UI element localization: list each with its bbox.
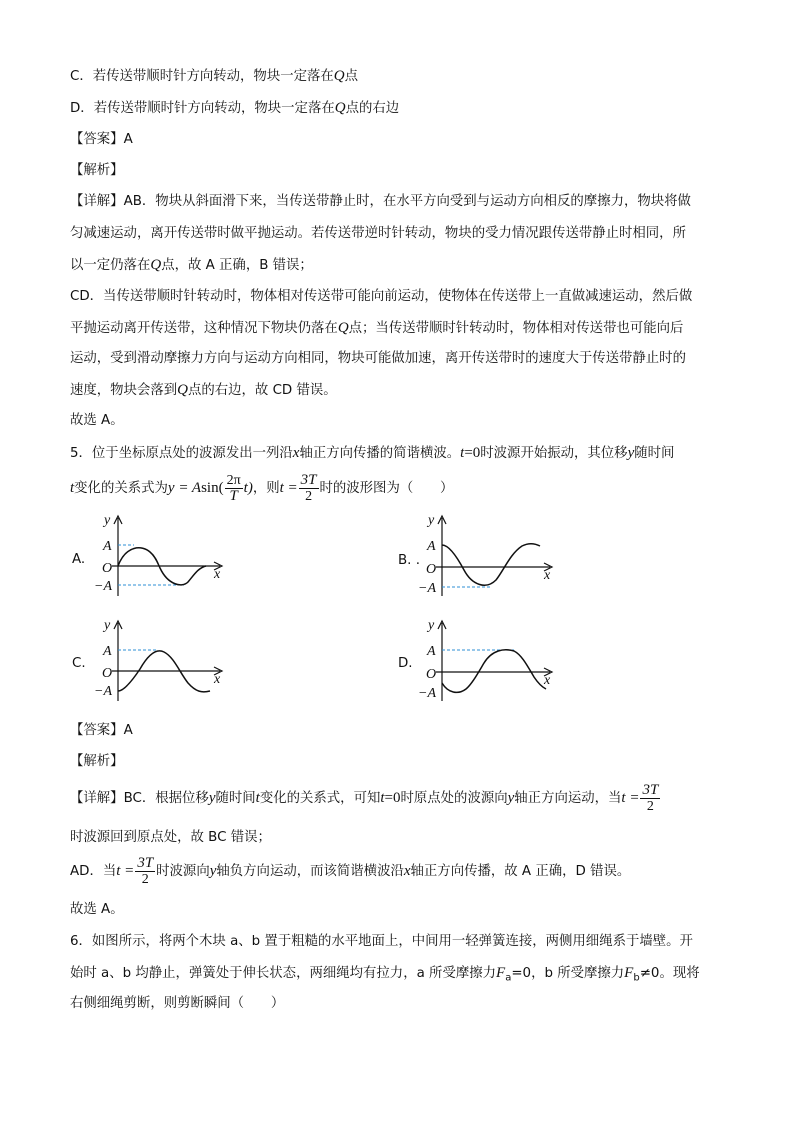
label-x: x [544,673,551,688]
label-A: A [427,644,436,659]
graph-b [414,512,564,600]
q6-line-1: 6．如图所示，将两个木块 a、b 置于粗糙的水平地面上，中间用一轻弹簧连接，两侧用细绳系于墙壁。开 [70,934,693,949]
q5-answer-line: 【答案】A [70,723,133,738]
label-A: A [103,644,112,659]
label-neg-A: −A [418,581,436,596]
label-A: A [103,539,112,554]
option-d-label: D. [398,656,413,671]
q5-detail-bc-1: 【详解】BC．根据位移y随时间t变化的关系式，可知t=0时原点处的波源向y轴正方向运动，当t = $\frac{3T}{2}$ [70,781,659,814]
label-x: x [214,672,221,687]
q5-detail-bc-2: 时波源回到原点处，故 BC 错误； [70,830,271,845]
label-y: y [104,618,111,633]
option-c: C．若传送带顺时针方向转动，物块一定落在Q点 [70,68,359,84]
fraction-2pi-over-t: $\frac{2\pi}{T}$ [226,472,241,504]
wave-curve [442,544,540,586]
label-neg-A: −A [418,686,436,701]
q6-line-3: 右侧细绳剪断，则剪断瞬间（ ） [70,996,285,1011]
label-x: x [214,567,221,582]
label-y: y [104,513,111,528]
label-x: x [544,568,551,583]
graph-a [88,512,238,600]
option-b-label: B. . [398,553,420,568]
graph-d [414,617,564,705]
q5-stem-1: 5．位于坐标原点处的波源发出一列沿x轴正方向传播的简谐横波。t=0时波源开始振动，其位移y随时间 [70,445,675,461]
fraction-3t-over-2: $\frac{3T}{2}$ [642,781,659,814]
label-O: O [102,666,113,681]
detail-cd-1: CD．当传送带顺时针转动时，物体相对传送带可能向前运动，使物体在传送带上一直做减速运动，然后做 [70,289,693,304]
label-neg-A: −A [94,579,112,594]
q5-detail-ad-1: AD．当t = $\frac{3T}{2}$ 时波源向y轴负方向运动，而该简谐横波沿x轴正方向传播，故 A 正确，D 错误。 [70,854,631,887]
conclusion-q5: 故选 A。 [70,902,124,917]
answer-line: 【答案】A [70,132,133,147]
q5-stem-2: t变化的关系式为y = Asin( $\frac{2\pi}{T}$ t)，则t = $\frac{3T}{2}$ 时的波形图为（ ） [70,471,454,504]
label-y: y [428,513,435,528]
label-O: O [426,562,437,577]
fraction-3t-over-2: $\frac{3T}{2}$ [137,854,154,887]
label-y: y [428,618,435,633]
label-O: O [102,561,113,576]
option-a-label: A. [72,552,86,567]
graph-c [88,617,238,705]
label-O: O [426,667,437,682]
detail-cd-2: 平抛运动离开传送带，这种情况下物块仍落在Q点；当传送带顺时针转动时，物体相对传送带也可能向后 [70,320,684,336]
detail-ab-3: 以一定仍落在Q点，故 A 正确，B 错误； [70,257,313,273]
detail-ab-2: 匀减速运动，离开传送带时做平抛运动。若传送带逆时针转动，物块的受力情况跟传送带静止时相同，所 [70,226,686,241]
label-A: A [427,539,436,554]
q6-line-2: 始时 a、b 均静止，弹簧处于伸长状态，两细绳均有拉力，a 所受摩擦力$F_a=0$，b 所受摩擦力$F_b\ne 0$。现将 [70,965,700,984]
conclusion-q4: 故选 A。 [70,413,124,428]
detail-cd-4: 速度，物块会落到Q点的右边，故 CD 错误。 [70,382,337,398]
q5-analysis-tag: 【解析】 [70,754,124,769]
fraction-3t-over-2: $\frac{3T}{2}$ [300,471,317,504]
wave-curve [442,650,546,693]
label-neg-A: −A [94,684,112,699]
analysis-tag: 【解析】 [70,163,124,178]
detail-cd-3: 运动，受到滑动摩擦力方向与运动方向相同，物块可能做加速，离开传送带时的速度大于传送带静止时的 [70,351,686,366]
option-c-label: C. [72,656,86,671]
option-d: D．若传送带顺时针方向转动，物块一定落在Q点的右边 [70,100,400,116]
detail-ab-1: 【详解】AB．物块从斜面滑下来，当传送带静止时，在水平方向受到与运动方向相反的摩擦力，物块将做 [70,194,691,209]
